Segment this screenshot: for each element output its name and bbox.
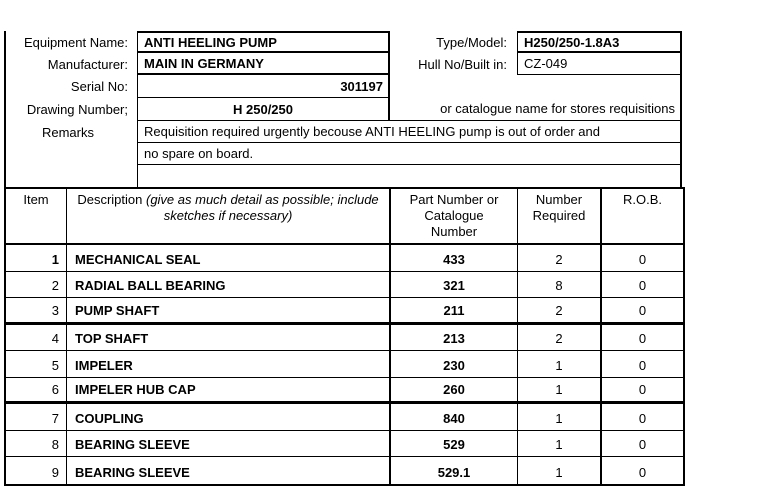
number-required-cell: 1 [518, 457, 602, 484]
number-required-cell: 2 [518, 245, 602, 272]
drawing-number-value: H 250/250 [137, 98, 390, 121]
remarks-label: Remarks [41, 124, 94, 140]
serial-no-value: 301197 [137, 75, 390, 98]
description-cell: MECHANICAL SEAL [67, 245, 391, 272]
number-required-cell: 1 [518, 431, 602, 458]
drawing-number-label: Drawing Number; [26, 102, 128, 117]
part-number-header-text: Part Number or Catalogue Number [409, 192, 499, 239]
item-cell: 1 [6, 245, 67, 272]
description-header-note: (give as much detail as possible; include sketches if necessary) [145, 192, 379, 223]
description-cell: IMPELER HUB CAP [67, 378, 391, 405]
part-number-cell: 433 [391, 245, 518, 272]
description-header-text: Description [77, 192, 143, 207]
description-cell: BEARING SLEEVE [67, 431, 391, 458]
number-required-cell: 1 [518, 351, 602, 378]
part-number-cell: 211 [391, 298, 518, 325]
item-cell: 7 [6, 404, 67, 431]
description-cell: IMPELER [67, 351, 391, 378]
description-cell: PUMP SHAFT [67, 298, 391, 325]
description-cell: RADIAL BALL BEARING [67, 272, 391, 299]
rob-cell: 0 [602, 298, 683, 325]
number-required-column-header [518, 189, 602, 245]
rob-cell: 0 [638, 464, 647, 480]
number-required-cell: 1 [518, 378, 602, 405]
remarks-box [137, 121, 682, 187]
number-required-cell: 8 [518, 272, 602, 299]
part-number-column-header [391, 189, 518, 245]
part-number-cell: 260 [391, 378, 518, 405]
type-model-label: Type/Model: [436, 34, 507, 50]
item-cell: 2 [6, 272, 67, 299]
equipment-name-value: ANTI HEELING PUMP [137, 31, 390, 53]
hull-no-built-in-value: CZ-049 [517, 53, 682, 75]
number-required-header-text: Number Required [532, 192, 586, 223]
rob-cell: 0 [602, 325, 683, 352]
part-number-cell: 321 [391, 272, 518, 299]
description-cell: COUPLING [67, 404, 391, 431]
number-required-cell: 2 [518, 298, 602, 325]
description-cell: BEARING SLEEVE [67, 457, 391, 484]
parts-table [4, 187, 685, 486]
item-cell: 8 [6, 431, 67, 458]
number-required-cell: 2 [518, 325, 602, 352]
manufacturer-value: MAIN IN GERMANY [137, 53, 390, 75]
rob-cell: 0 [602, 272, 683, 299]
rob-cell: 0 [602, 404, 683, 431]
description-column-header [67, 189, 391, 245]
item-cell: 5 [6, 351, 67, 378]
remarks-line: no spare on board. [138, 143, 680, 165]
rob-column-header: R.O.B. [602, 189, 683, 245]
remarks-line: Requisition required urgently becouse ANTI HEELING pump is out of order and [138, 121, 680, 143]
number-required-cell: 1 [518, 404, 602, 431]
item-cell: 6 [6, 378, 67, 405]
hull-no-built-in-label: Hull No/Built in: [418, 56, 507, 72]
serial-no-label: Serial No: [70, 79, 128, 94]
item-column-header: Item [6, 189, 67, 245]
rob-cell: 0 [602, 378, 683, 405]
catalogue-note: or catalogue name for stores requisitions [390, 75, 682, 121]
remarks-line [138, 165, 680, 187]
manufacturer-label: Manufacturer: [47, 56, 128, 72]
equipment-name-label: Equipment Name: [23, 34, 128, 50]
item-cell: 3 [6, 298, 67, 325]
rob-cell: 0 [602, 431, 683, 458]
part-number-cell: 840 [391, 404, 518, 431]
item-cell: 9 [6, 457, 67, 484]
rob-cell: 0 [602, 245, 683, 272]
item-cell: 4 [6, 325, 67, 352]
part-number-cell: 213 [391, 325, 518, 352]
description-cell: TOP SHAFT [67, 325, 391, 352]
part-number-cell: 230 [391, 351, 518, 378]
part-number-cell: 529 [391, 431, 518, 458]
type-model-value: H250/250-1.8A3 [517, 31, 682, 53]
rob-cell: 0 [602, 351, 683, 378]
part-number-cell: 529.1 [391, 457, 518, 484]
